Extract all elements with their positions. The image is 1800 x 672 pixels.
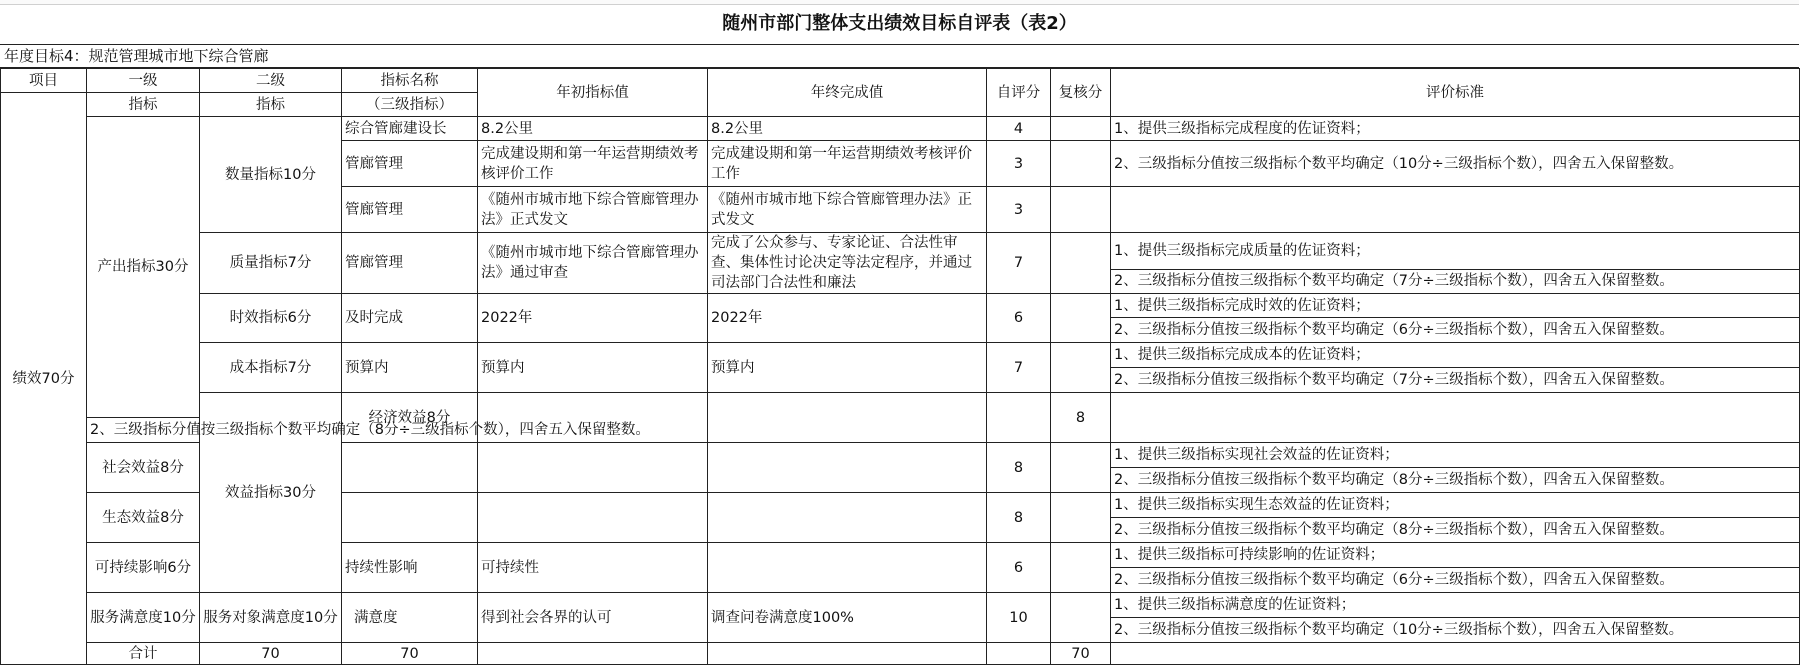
- total-score[interactable]: 70: [1051, 643, 1111, 665]
- initial-value[interactable]: 2022年: [478, 294, 708, 343]
- criteria-cell-empty[interactable]: [1111, 187, 1800, 233]
- self-score[interactable]: 8: [1051, 393, 1111, 443]
- header-final-value[interactable]: 年终完成值: [708, 69, 987, 117]
- level3-name[interactable]: 及时完成: [342, 294, 478, 343]
- level3-name[interactable]: 综合管廊建设长: [342, 117, 478, 141]
- level1-benefit[interactable]: 效益指标30分: [200, 393, 342, 593]
- self-score[interactable]: 4: [987, 117, 1051, 141]
- header-level3-a[interactable]: 指标名称: [342, 69, 478, 93]
- header-level1-a[interactable]: 一级: [87, 69, 200, 93]
- level2-cost[interactable]: 成本指标7分: [200, 343, 342, 393]
- header-level1-b[interactable]: 指标: [87, 93, 200, 117]
- self-score[interactable]: 6: [987, 294, 1051, 343]
- level3-name[interactable]: [342, 443, 478, 493]
- final-value[interactable]: 完成建设期和第一年运营期绩效考核评价工作: [708, 141, 987, 187]
- criteria-cell[interactable]: 2、三级指标分值按三级指标个数平均确定（6分÷三级指标个数），四舍五入保留整数。: [1111, 568, 1800, 593]
- criteria-cell[interactable]: 2、三级指标分值按三级指标个数平均确定（8分÷三级指标个数），四舍五入保留整数。: [1111, 468, 1800, 493]
- self-score[interactable]: 10: [987, 593, 1051, 643]
- criteria-cell[interactable]: 1、提供三级指标完成程度的佐证资料；: [1111, 117, 1800, 141]
- final-value[interactable]: 8.2公里: [708, 117, 987, 141]
- header-level2-a[interactable]: 二级: [200, 69, 342, 93]
- table-row: [1, 233, 1800, 270]
- initial-value[interactable]: 《随州市城市地下综合管廊管理办法》正式发文: [478, 187, 708, 233]
- recheck-score[interactable]: [1051, 187, 1111, 233]
- self-score[interactable]: 7: [987, 343, 1051, 393]
- final-value[interactable]: [708, 493, 987, 543]
- recheck-score[interactable]: [1051, 117, 1111, 141]
- criteria-cell[interactable]: 2、三级指标分值按三级指标个数平均确定（7分÷三级指标个数），四舍五入保留整数。: [1111, 269, 1800, 293]
- level2-social[interactable]: 社会效益8分: [87, 443, 200, 493]
- recheck-score[interactable]: [1051, 343, 1111, 393]
- final-value[interactable]: [987, 393, 1051, 443]
- level2-sustainable[interactable]: 可持续影响6分: [87, 543, 200, 593]
- level3-name[interactable]: 持续性影响: [342, 543, 478, 593]
- level3-name[interactable]: 满意度: [342, 593, 478, 643]
- initial-value[interactable]: 预算内: [478, 343, 708, 393]
- level2-service-satisfaction[interactable]: 服务对象满意度10分: [200, 593, 342, 643]
- level3-name[interactable]: 管廊管理: [342, 233, 478, 294]
- total-initial[interactable]: [708, 643, 987, 665]
- self-score[interactable]: 3: [987, 187, 1051, 233]
- self-score[interactable]: 8: [987, 443, 1051, 493]
- criteria-cell[interactable]: 2、三级指标分值按三级指标个数平均确定（10分÷三级指标个数），四舍五入保留整数。: [1111, 141, 1800, 187]
- criteria-cell[interactable]: 1、提供三级指标完成成本的佐证资料；: [1111, 343, 1800, 368]
- self-score[interactable]: 7: [987, 233, 1051, 294]
- final-value[interactable]: 调查问卷满意度100%: [708, 593, 987, 643]
- table-title: 随州市部门整体支出绩效目标自评表（表2）: [0, 0, 1799, 45]
- header-level3-b[interactable]: （三级指标）: [342, 93, 478, 117]
- final-value[interactable]: [708, 443, 987, 493]
- final-value[interactable]: [708, 543, 987, 593]
- initial-value[interactable]: 得到社会各界的认可: [478, 593, 708, 643]
- final-value[interactable]: 完成了公众参与、专家论证、合法性审查、集体性讨论决定等法定程序，并通过司法部门合法性和廉法: [708, 233, 987, 294]
- level2-timeliness[interactable]: 时效指标6分: [200, 294, 342, 343]
- header-level2-b[interactable]: 指标: [200, 93, 342, 117]
- project-cell[interactable]: 绩效70分: [1, 93, 87, 665]
- self-score[interactable]: 3: [987, 141, 1051, 187]
- level2-ecological[interactable]: 生态效益8分: [87, 493, 200, 543]
- recheck-score[interactable]: [1111, 393, 1800, 443]
- recheck-score[interactable]: [1051, 294, 1111, 343]
- evaluation-table: [0, 68, 1800, 665]
- final-value[interactable]: 预算内: [708, 343, 987, 393]
- recheck-score[interactable]: [1051, 593, 1111, 643]
- initial-value[interactable]: 完成建设期和第一年运营期绩效考核评价工作: [478, 141, 708, 187]
- table-row: [1, 117, 1800, 141]
- criteria-cell[interactable]: 2、三级指标分值按三级指标个数平均确定（8分÷三级指标个数），四舍五入保留整数。: [87, 418, 200, 443]
- criteria-cell[interactable]: 1、提供三级指标满意度的佐证资料；: [1111, 593, 1800, 618]
- criteria-cell[interactable]: 1、提供三级指标实现社会效益的佐证资料；: [1111, 443, 1800, 468]
- criteria-cell[interactable]: 2、三级指标分值按三级指标个数平均确定（10分÷三级指标个数），四舍五入保留整数。: [1111, 618, 1800, 643]
- table-row: [1, 593, 1800, 618]
- header-project[interactable]: 项目: [1, 69, 87, 93]
- level3-name[interactable]: [342, 493, 478, 543]
- criteria-cell[interactable]: 1、提供三级指标实现生态效益的佐证资料；: [1111, 493, 1800, 518]
- recheck-score[interactable]: [1051, 141, 1111, 187]
- self-score[interactable]: 6: [987, 543, 1051, 593]
- criteria-cell[interactable]: 1、提供三级指标完成质量的佐证资料；: [1111, 233, 1800, 270]
- criteria-cell[interactable]: 1、提供三级指标可持续影响的佐证资料；: [1111, 543, 1800, 568]
- level3-name[interactable]: 管廊管理: [342, 141, 478, 187]
- level2-quantity[interactable]: 数量指标10分: [200, 117, 342, 233]
- criteria-cell[interactable]: 2、三级指标分值按三级指标个数平均确定（6分÷三级指标个数），四舍五入保留整数。: [1111, 318, 1800, 343]
- criteria-cell[interactable]: 2、三级指标分值按三级指标个数平均确定（8分÷三级指标个数），四舍五入保留整数。: [1111, 518, 1800, 543]
- total-row: [1, 643, 1800, 665]
- total-final[interactable]: [987, 643, 1051, 665]
- header-row-1: [1, 69, 1800, 93]
- initial-value[interactable]: 《随州市城市地下综合管廊管理办法》通过审查: [478, 233, 708, 294]
- table-row: [1, 343, 1800, 368]
- level1-satisfaction[interactable]: 服务满意度10分: [87, 593, 200, 643]
- initial-value[interactable]: 8.2公里: [478, 117, 708, 141]
- criteria-cell[interactable]: 1、提供三级指标完成时效的佐证资料；: [1111, 294, 1800, 318]
- recheck-score[interactable]: [1051, 543, 1111, 593]
- total-level3[interactable]: [478, 643, 708, 665]
- total-recheck[interactable]: [1111, 643, 1800, 665]
- initial-value[interactable]: [708, 393, 987, 443]
- table-row: [1, 294, 1800, 318]
- total-label[interactable]: 合计: [87, 643, 200, 665]
- header-criteria[interactable]: 评价标准: [1111, 69, 1800, 117]
- criteria-cell[interactable]: 2、三级指标分值按三级指标个数平均确定（7分÷三级指标个数），四舍五入保留整数。: [1111, 368, 1800, 393]
- table-row: [1, 393, 1800, 418]
- final-value[interactable]: 《随州市城市地下综合管廊管理办法》正式发文: [708, 187, 987, 233]
- initial-value[interactable]: [478, 493, 708, 543]
- self-score[interactable]: 8: [987, 493, 1051, 543]
- recheck-score[interactable]: [1051, 233, 1111, 294]
- recheck-score[interactable]: [1051, 493, 1111, 543]
- level3-name[interactable]: 管廊管理: [342, 187, 478, 233]
- header-recheck-score[interactable]: 复核分: [1051, 69, 1111, 117]
- final-value[interactable]: 2022年: [708, 294, 987, 343]
- total-level2[interactable]: 70: [342, 643, 478, 665]
- initial-value[interactable]: [478, 443, 708, 493]
- level2-economic[interactable]: 经济效益8分: [342, 393, 478, 443]
- recheck-score[interactable]: [1051, 443, 1111, 493]
- level1-output[interactable]: 产出指标30分: [87, 117, 200, 418]
- initial-value[interactable]: 可持续性: [478, 543, 708, 593]
- level2-quality[interactable]: 质量指标7分: [200, 233, 342, 294]
- header-initial-value[interactable]: 年初指标值: [478, 69, 708, 117]
- annual-goal: 年度目标4：规范管理城市地下综合管廊: [0, 44, 1799, 68]
- total-level1[interactable]: 70: [200, 643, 342, 665]
- header-self-score[interactable]: 自评分: [987, 69, 1051, 117]
- level3-name[interactable]: 预算内: [342, 343, 478, 393]
